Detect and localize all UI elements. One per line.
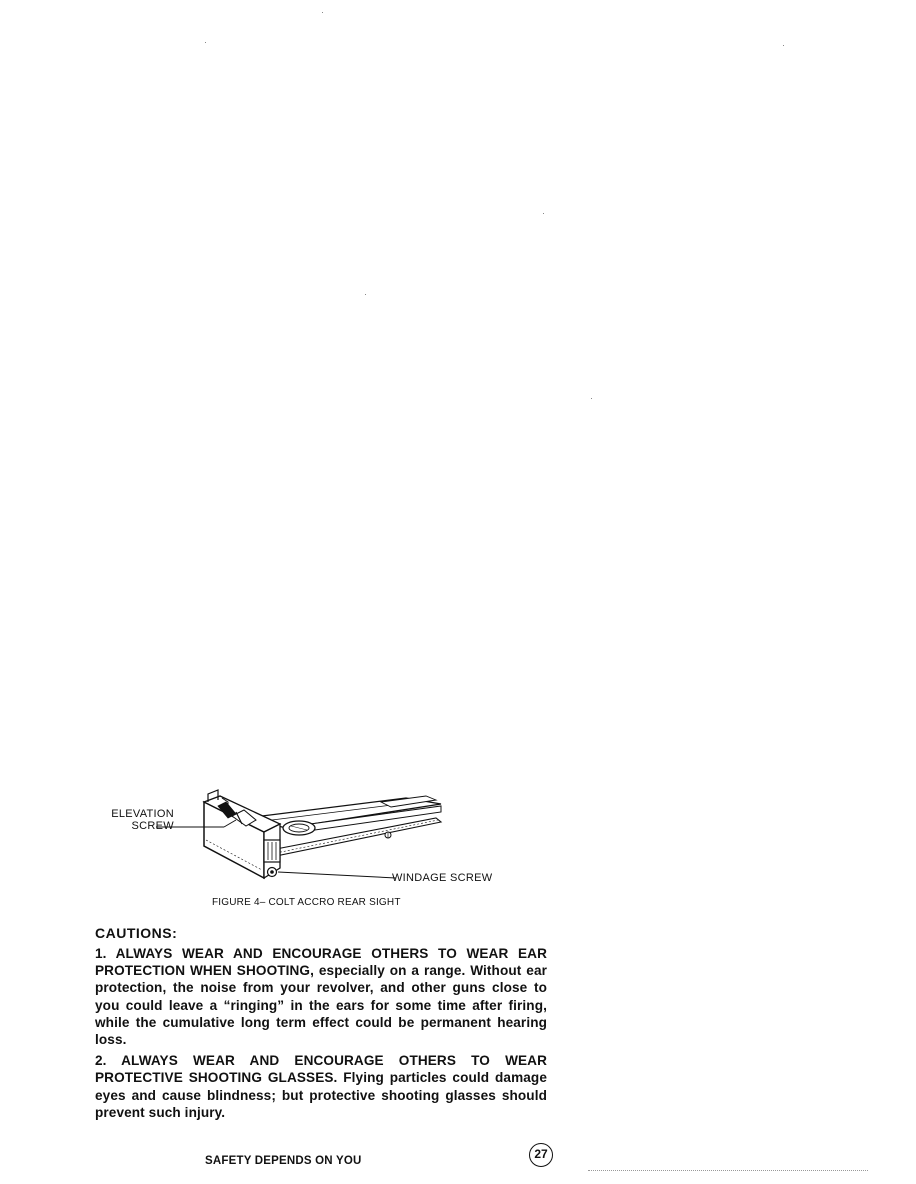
scan-speck — [365, 294, 366, 295]
scan-speck — [205, 42, 206, 43]
scan-speck — [591, 398, 592, 399]
rear-sight-figure — [96, 780, 516, 890]
windage-screw-callout: WINDAGE SCREW — [392, 872, 493, 884]
elevation-label-line1: ELEVATION — [111, 808, 174, 820]
scan-speck — [783, 45, 784, 46]
cautions-section — [95, 925, 547, 1125]
page-number-badge: 27 — [529, 1143, 553, 1167]
elevation-label-line2: SCREW — [131, 820, 174, 832]
scan-speck — [543, 213, 544, 214]
scan-edge-artifact — [588, 1170, 868, 1171]
scan-speck — [322, 12, 323, 13]
footer-slogan: SAFETY DEPENDS ON YOU — [205, 1155, 362, 1167]
caution-ear-protection: 1. ALWAYS WEAR AND ENCOURAGE OTHERS TO WEAR EAR PROTECTION WHEN SHOOTING, especially on a range. Without ear protection, the noise from your revolver, and other guns close to you could leave a “ringing” in the ears for some time after firing, while the cumulative long term effect could be permanent hearing loss. — [95, 946, 547, 1048]
cautions-heading: CAUTIONS: — [95, 925, 178, 941]
caution-eye-protection: 2. ALWAYS WEAR AND ENCOURAGE OTHERS TO WEAR PROTECTIVE SHOOTING GLASSES. Flying particles could damage eyes and cause blindness; but protective shooting glasses should prevent such injury. — [95, 1053, 547, 1120]
figure-caption: FIGURE 4– COLT ACCRO REAR SIGHT — [212, 897, 401, 908]
elevation-screw-callout — [100, 808, 174, 832]
